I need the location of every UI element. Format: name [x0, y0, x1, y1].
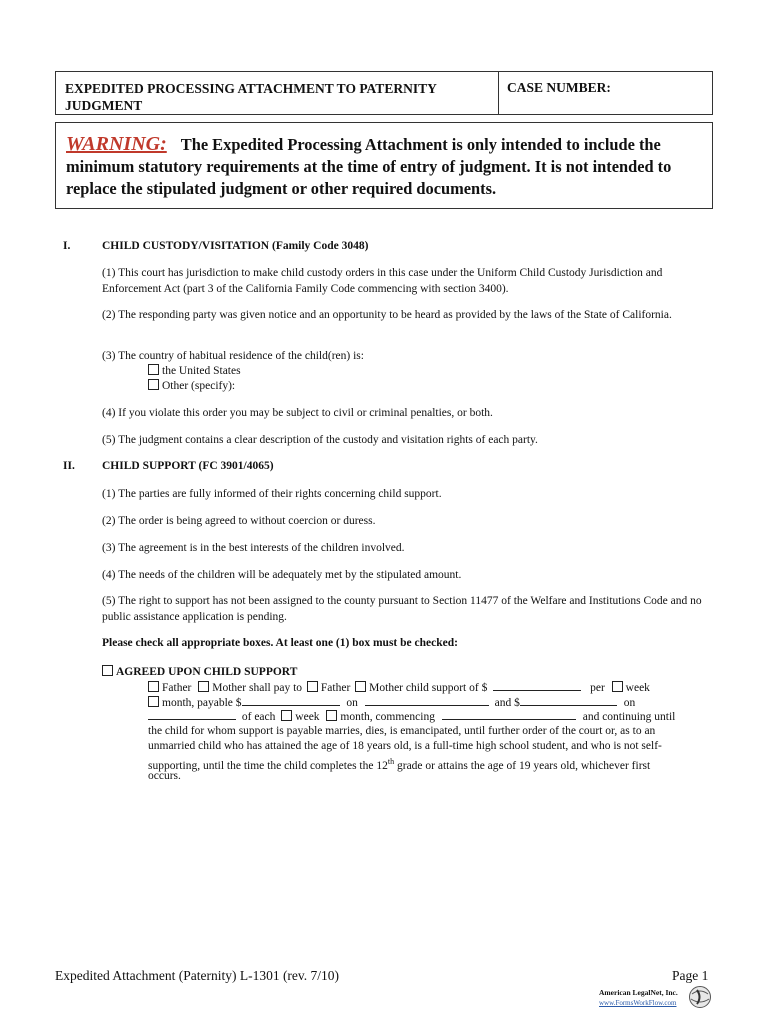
support-tail-2: unmarried child who has attained the age of 18 years old, is a full-time high school student, and who is not self-: [148, 740, 662, 752]
week-label-2: week: [295, 711, 320, 723]
on-label: on: [346, 697, 358, 709]
section-2-para-3: (3) The agreement is in the best interests of the children involved.: [102, 542, 405, 554]
agreed-support-heading: [102, 665, 297, 681]
month-payable-label: month, payable $: [162, 697, 242, 709]
second-amount-field[interactable]: [520, 695, 617, 706]
mother-payer-checkbox[interactable]: [198, 681, 209, 692]
mother-support-label: Mother child support of $: [369, 682, 488, 694]
publisher-logo: [594, 984, 715, 1014]
support-tail-3-sup: th: [387, 757, 395, 766]
payable-date-field[interactable]: [365, 695, 489, 706]
footer-form-id: Expedited Attachment (Paternity) L-1301 (rev. 7/10): [55, 968, 340, 983]
father-label: Father: [162, 682, 192, 694]
month-checkbox[interactable]: [148, 696, 159, 707]
payable-amount-field[interactable]: [242, 695, 340, 706]
section-2-title: CHILD SUPPORT (FC 3901/4065): [102, 460, 274, 472]
support-tail-3a: supporting, until the time the child completes the 12: [148, 759, 388, 772]
section-1-para-3: (3) The country of habitual residence of the child(ren) is:: [102, 350, 364, 362]
support-amount-field[interactable]: [493, 680, 581, 691]
logo-company: American LegalNet, Inc.: [599, 988, 678, 997]
continuing-label: and continuing until: [582, 711, 676, 723]
month-checkbox-2[interactable]: [326, 710, 337, 721]
agreed-support-title: AGREED UPON CHILD SUPPORT: [116, 666, 298, 678]
warning-text: The Expedited Processing Attachment is only intended to include the minimum statutory requirements at the time of entry of judgment. It is not intended to replace the stipulated judgment or other required documents.: [66, 135, 672, 198]
support-tail-1: the child for whom support is payable marries, dies, is emancipated, until further order of the court or, as to an: [148, 725, 656, 737]
week-checkbox[interactable]: [612, 681, 623, 692]
mother-pay-label: Mother shall pay to: [212, 682, 303, 694]
father-recipient-label: Father: [320, 682, 351, 694]
section-2-para-1: (1) The parties are fully informed of their rights concerning child support.: [102, 488, 442, 500]
support-tail-3: [148, 754, 650, 774]
check-instruction: Please check all appropriate boxes. At least one (1) box must be checked:: [102, 637, 458, 649]
father-recipient-checkbox[interactable]: [307, 681, 318, 692]
section-1-title: CHILD CUSTODY/VISITATION (Family Code 3048): [102, 240, 369, 252]
form-title: EXPEDITED PROCESSING ATTACHMENT TO PATERNITY JUDGMENT: [56, 72, 499, 114]
other-country-checkbox[interactable]: [148, 379, 159, 390]
case-number-label: CASE NUMBER:: [507, 80, 611, 95]
option-united-states: [148, 364, 241, 380]
footer-page-number: Page 1: [672, 968, 709, 983]
section-2-para-2: (2) The order is being agreed to without coercion or duress.: [102, 515, 376, 527]
globe-icon: [688, 984, 712, 1010]
week-checkbox-2[interactable]: [281, 710, 292, 721]
agreed-support-checkbox[interactable]: [102, 665, 113, 676]
per-label: per: [590, 682, 605, 694]
united-states-checkbox[interactable]: [148, 364, 159, 375]
month-commencing-label: month, commencing: [340, 711, 435, 723]
section-1-para-1: (1) This court has jurisdiction to make child custody orders in this case under the Uniform Child Custody Jurisdiction and Enforcement Act (part 3 of the California Family Code commencing with section 3400).: [102, 267, 663, 295]
section-2-number: II.: [63, 460, 75, 472]
section-2-para-4: (4) The needs of the children will be adequately met by the stipulated amount.: [102, 569, 462, 581]
and-dollar-label: and $: [494, 697, 520, 709]
on-label-2: on: [623, 697, 636, 709]
logo-url: www.FormsWorkFlow.com: [599, 999, 677, 1007]
section-2-para-5: (5) The right to support has not been assigned to the county pursuant to Section 11477 of the Welfare and Institutions Code and no public assistance application is pending.: [102, 595, 702, 623]
section-1-number: I.: [63, 240, 71, 252]
united-states-label: the United States: [162, 365, 241, 377]
support-tail-4: occurs.: [148, 770, 181, 782]
week-label: week: [625, 682, 650, 694]
second-date-field[interactable]: [148, 709, 236, 720]
section-1-para-4: (4) If you violate this order you may be subject to civil or criminal penalties, or both.: [102, 407, 493, 419]
warning-label: WARNING:: [66, 133, 167, 155]
warning-box: [55, 122, 713, 209]
mother-recipient-checkbox[interactable]: [355, 681, 366, 692]
section-1-para-2: (2) The responding party was given notice and an opportunity to be heard as provided by the laws of the State of California.: [102, 309, 672, 321]
other-country-label: Other (specify):: [162, 380, 236, 392]
support-tail-3b: grade or attains the age of 19 years old, whichever first: [394, 759, 651, 772]
commencing-date-field[interactable]: [442, 709, 576, 720]
section-1-para-5: (5) The judgment contains a clear description of the custody and visitation rights of each party.: [102, 434, 538, 446]
header-box: [55, 71, 713, 115]
father-payer-checkbox[interactable]: [148, 681, 159, 692]
option-other-country: [148, 379, 235, 395]
of-each-label: of each: [241, 711, 276, 723]
